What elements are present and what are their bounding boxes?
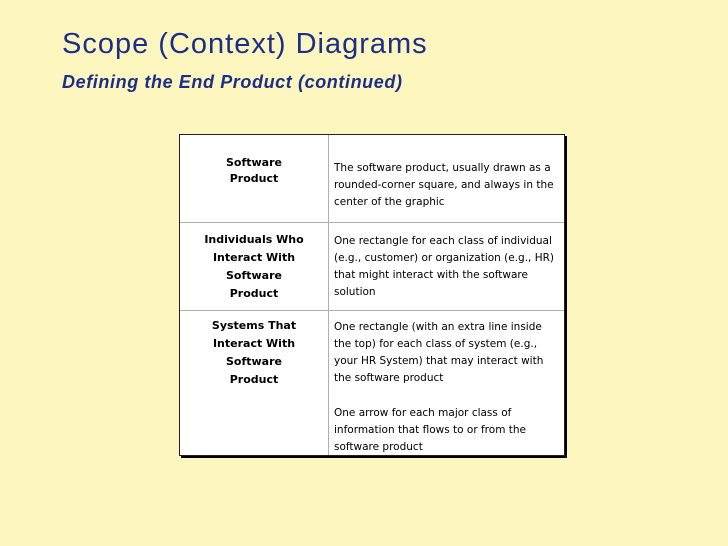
row-term: Software Product bbox=[226, 156, 282, 185]
row-description: One rectangle (with an extra line inside the top) for each class of system (e.g., your HR System) that may interact with the software product bbox=[334, 321, 544, 384]
row-description-cell bbox=[333, 223, 561, 310]
row-description-cell bbox=[333, 135, 561, 222]
table-row bbox=[180, 223, 564, 311]
row-term-cell bbox=[180, 135, 328, 222]
definition-table bbox=[179, 134, 565, 456]
row-description-cell bbox=[333, 311, 561, 395]
row-term-cell bbox=[180, 223, 328, 310]
table-row bbox=[180, 395, 564, 455]
table-row bbox=[180, 311, 564, 395]
table-row bbox=[180, 135, 564, 223]
row-description: One rectangle for each class of individual (e.g., customer) or organization (e.g., HR) that might interact with the software solution bbox=[334, 235, 555, 298]
slide-subtitle: Defining the End Product (continued) bbox=[62, 72, 403, 92]
slide-title: Scope (Context) Diagrams bbox=[62, 28, 428, 60]
row-term: Systems That Interact With Software Product bbox=[211, 319, 297, 386]
row-term: Individuals Who Interact With Software Product bbox=[204, 232, 304, 300]
row-description-cell bbox=[333, 395, 561, 455]
row-term-cell bbox=[180, 395, 328, 455]
row-description: One arrow for each major class of information that flows to or from the software product bbox=[334, 407, 526, 453]
row-term-cell bbox=[180, 311, 328, 395]
row-description: The software product, usually drawn as a rounded-corner square, and always in the center of the graphic bbox=[334, 162, 554, 208]
